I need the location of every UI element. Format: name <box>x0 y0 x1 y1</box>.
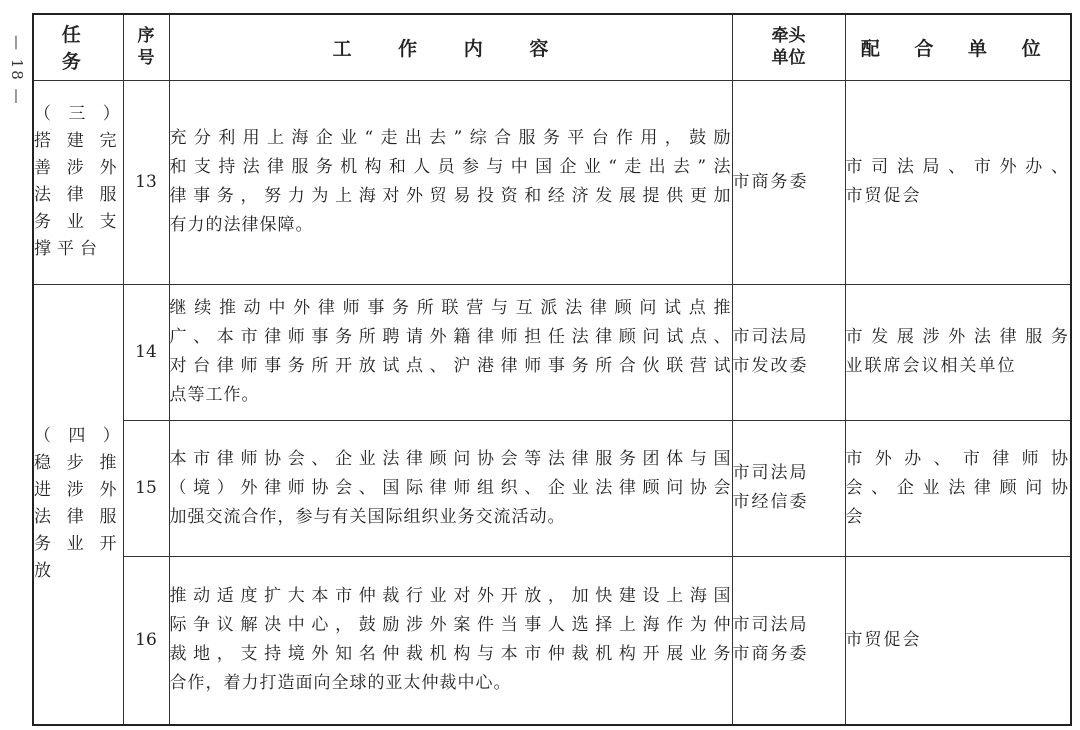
task-label-line: 撑平台 <box>34 239 103 259</box>
lead-unit: 市发改委 <box>732 356 809 376</box>
lead-cell <box>732 80 845 284</box>
content-cell <box>169 284 732 420</box>
support-unit-line: 市外办、市律师协 <box>845 448 1070 469</box>
task-label <box>34 423 126 585</box>
task-cell <box>33 284 126 725</box>
page-number: — 18 — <box>8 34 26 106</box>
content-line: 裁地，支持境外知名仲裁机构与本市仲裁机构开展业务 <box>169 644 732 665</box>
task-label-line: 法律服 <box>34 507 123 528</box>
header-support: 配 合 单 位 <box>845 14 1071 80</box>
seq-cell: 16 <box>123 556 169 725</box>
seq-cell: 14 <box>123 284 169 420</box>
header-task: 任 务 <box>33 14 123 80</box>
content-line: 律事务，努力为上海对外贸易投资和经济发展提供更加 <box>169 186 732 206</box>
header-line: 序 <box>137 26 155 47</box>
task-label-line: 善涉外 <box>34 158 123 178</box>
content-line: 继续推动中外律师事务所联营与互派法律顾问试点推 <box>169 298 732 318</box>
lead-unit: 市司法局 <box>732 615 809 636</box>
support-unit-line: 市贸促会 <box>845 186 922 206</box>
content-cell <box>169 80 732 284</box>
content-line: 推动适度扩大本市仲裁行业对外开放，加快建设上海国 <box>169 586 732 607</box>
support-unit-line: 市发展涉外法律服务 <box>845 327 1070 347</box>
header-lead <box>732 14 845 80</box>
content-line: 本市律师协会、企业法律顾问协会等法律服务团体与国 <box>169 448 732 469</box>
lead-unit: 市商务委 <box>732 644 809 665</box>
table-row <box>33 420 1071 556</box>
content-cell <box>169 420 732 556</box>
lead-unit: 市司法局 <box>732 327 809 347</box>
content-line: 际争议解决中心，鼓励涉外案件当事人选择上海作为仲 <box>169 615 732 636</box>
task-label-line: 法律服 <box>34 185 123 205</box>
content-line: 加强交流合作，参与有关国际组织业务交流活动。 <box>169 506 566 527</box>
lead-unit: 市司法局 <box>732 463 809 483</box>
support-cell <box>845 80 1071 284</box>
content-line: 广、本市律师事务所聘请外籍律师担任法律顾问试点、 <box>169 327 732 347</box>
support-unit-line: 市司法局、市外办、 <box>845 157 1070 177</box>
content-line: 充分利用上海企业“走出去”综合服务平台作用，鼓励 <box>169 128 732 148</box>
support-unit-line: 会、企业法律顾问协 <box>845 477 1070 498</box>
lead-unit: 市经信委 <box>732 492 809 512</box>
support-cell <box>845 556 1071 725</box>
header-line: 牵头 <box>771 26 806 47</box>
table-row <box>33 556 1071 725</box>
content-line: 点等工作。 <box>169 385 260 405</box>
lead-cell <box>732 556 845 725</box>
content-line: 和支持法律服务机构和人员参与中国企业“走出去”法 <box>169 157 732 177</box>
content-line: 有力的法律保障。 <box>169 215 314 235</box>
lead-cell <box>732 284 845 420</box>
table-row <box>33 284 1071 420</box>
task-label-line: 进涉外 <box>34 480 123 501</box>
work-plan-table <box>32 13 1072 726</box>
content-line: （境）外律师协会、国际律师组织、企业法律顾问协会 <box>169 477 732 498</box>
task-label-line: 放 <box>34 561 57 582</box>
support-unit-line: 业联席会议相关单位 <box>845 356 1017 376</box>
support-unit-line: 市贸促会 <box>845 629 922 650</box>
lead-unit: 市商务委 <box>732 171 809 192</box>
header-seq <box>123 14 169 80</box>
support-cell <box>845 284 1071 420</box>
task-label-line: 务业开 <box>34 534 123 555</box>
header-seq-label <box>124 25 169 69</box>
task-label <box>34 101 126 263</box>
task-cell <box>33 80 126 284</box>
seq-cell: 15 <box>123 420 169 556</box>
task-label-line: 搭建完 <box>34 131 123 151</box>
task-label-line: （ 四 ） <box>34 426 126 447</box>
content-line: 对台律师事务所开放试点、沪港律师事务所合伙联营试 <box>169 356 732 376</box>
task-label-line: （ 三 ） <box>34 104 126 124</box>
task-label-line: 稳步推 <box>34 453 123 474</box>
table-row <box>33 80 1071 284</box>
content-line: 合作，着力打造面向全球的亚太仲裁中心。 <box>169 673 512 694</box>
content-cell <box>169 556 732 725</box>
support-cell <box>845 420 1071 556</box>
lead-cell <box>732 420 845 556</box>
seq-cell: 13 <box>123 80 169 284</box>
header-content: 工 作 内 容 <box>169 14 732 80</box>
header-line: 单位 <box>771 48 806 69</box>
header-line: 号 <box>137 48 155 69</box>
support-unit-line: 会 <box>845 506 865 527</box>
header-row <box>33 14 1071 80</box>
header-lead-label <box>733 25 845 69</box>
task-label-line: 务业支 <box>34 212 123 232</box>
